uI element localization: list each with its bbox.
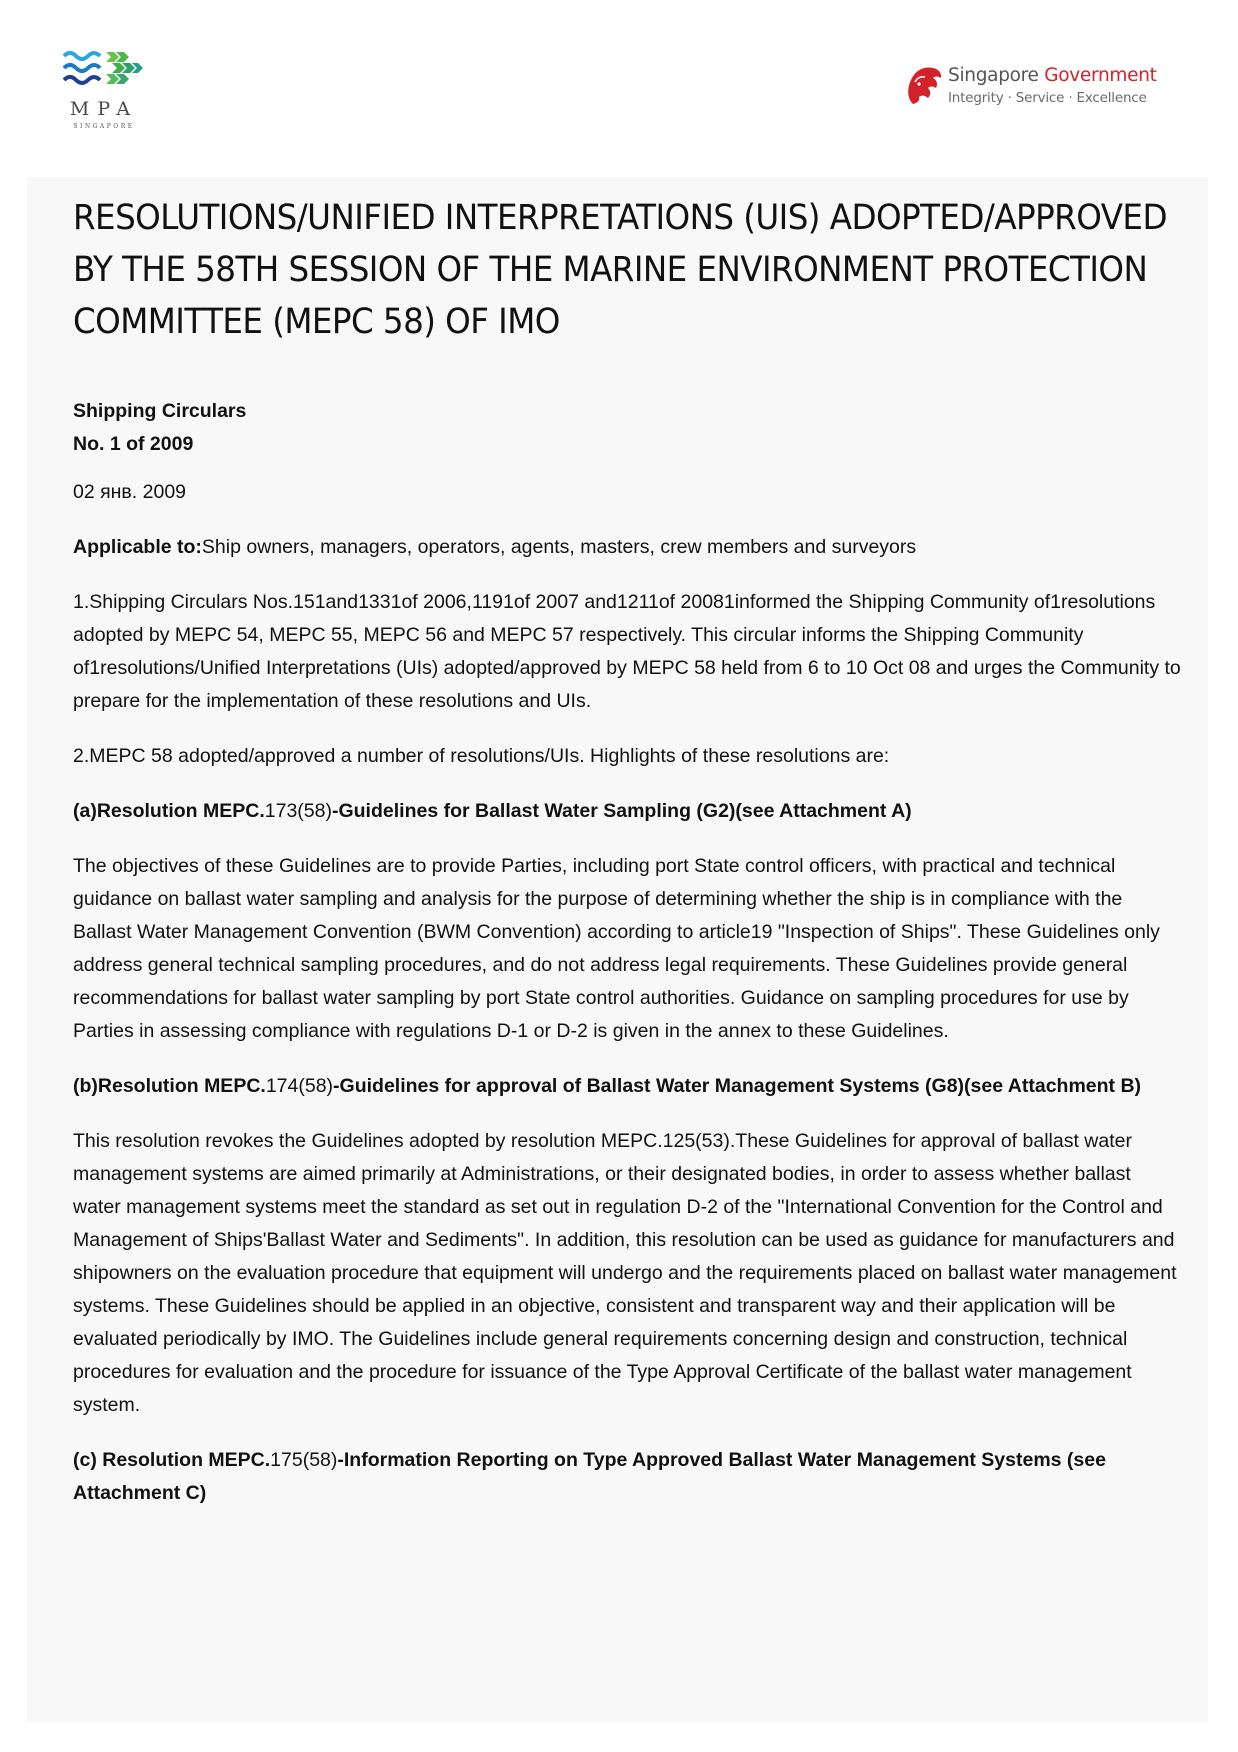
singapore-government-logo[interactable]: [905, 62, 1195, 114]
sg-logo-title-singapore: Singapore: [948, 65, 1039, 86]
section-a-heading: [73, 795, 1183, 828]
mpa-logo[interactable]: [62, 48, 152, 133]
section-b-heading-number: 174(58): [265, 1075, 334, 1097]
mpa-logo-text: MPA: [69, 98, 139, 120]
mpa-logo-subtitle: SINGAPORE: [73, 123, 135, 130]
applicable-to-value: Ship owners, managers, operators, agents, masters, crew members and surveyors: [201, 536, 917, 558]
section-a-body: The objectives of these Guidelines are to provide Parties, including port State control officers, with practical and technical guidance on ballast water sampling and analysis for the purpose of determining whether the ship is in compliance with the Ballast Water Management Convention (BWM Convention) according to article19 "Inspection of Ships". These Guidelines only address general technical sampling procedures, and do not address legal requirements. These Guidelines provide general recommendations for ballast water sampling by port State control authorities. Guidance on sampling procedures for use by Parties in assessing compliance with regulations D-1 or D-2 is given in the annex to these Guidelines.: [73, 855, 1160, 1042]
article-card: [27, 177, 1208, 1722]
paragraph-2: 2.MEPC 58 adopted/approved a number of resolutions/UIs. Highlights of these resolutions are:: [73, 745, 890, 767]
sg-logo-tagline: Integrity · Service · Excellence: [948, 90, 1147, 106]
section-c-heading-prefix: (c) Resolution MEPC.: [73, 1449, 271, 1471]
section-c-heading-suffix: -Information Reporting on Type Approved Ballast Water Management Systems (see Attachment C): [73, 1449, 1106, 1504]
applicable-to-label: Applicable to:: [73, 536, 202, 558]
section-b-heading-suffix: -Guidelines for approval of Ballast Water Management Systems (G8)(see Attachment B): [333, 1075, 1142, 1097]
section-a-heading-number: 173(58): [264, 800, 332, 822]
section-b-heading: [73, 1070, 1183, 1103]
mpa-waves-icon: [62, 48, 152, 98]
circular-meta: [73, 395, 1183, 461]
sg-logo-title: [948, 65, 1157, 86]
article-content: [73, 192, 1183, 1510]
section-c-heading: [73, 1444, 1183, 1510]
section-b-body: This resolution revokes the Guidelines adopted by resolution MEPC.125(53).These Guidelines for approval of ballast water management systems are aimed primarily at Administrations, or their designated bodies, in order to assess whether ballast water management systems meet the standard as set out in regulation D-2 of the "International Convention for the Control and Management of Ships'Ballast Water and Sediments". In addition, this resolution can be used as guidance for manufacturers and shipowners on the evaluation procedure that equipment will undergo and the requirements placed on ballast water management systems. These Guidelines should be applied in an objective, consistent and transparent way and their application will be evaluated periodically by IMO. The Guidelines include general requirements concerning design and construction, technical procedures for evaluation and the procedure for issuance of the Type Approval Certificate of the ballast water management system.: [73, 1130, 1177, 1416]
merlion-lion-icon: [905, 64, 943, 108]
paragraph-1: 1.Shipping Circulars Nos.151and1331of 2006,1191of 2007 and1211of 20081informed the Shipping Community of1resolutions adopted by MEPC 54, MEPC 55, MEPC 56 and MEPC 57 respectively. This circular informs the Shipping Community of1resolutions/Unified Interpretations (UIs) adopted/approved by MEPC 58 held from 6 to 10 Oct 08 and urges the Community to prepare for the implementation of these resolutions and UIs.: [73, 591, 1181, 712]
section-b-heading-prefix: (b)Resolution MEPC.: [73, 1075, 266, 1097]
section-a-heading-prefix: (a)Resolution MEPC.: [73, 800, 265, 822]
page-header: [0, 0, 1238, 177]
applicable-to: [73, 531, 1183, 564]
section-a-heading-suffix: -Guidelines for Ballast Water Sampling (G2)(see Attachment A): [331, 800, 912, 822]
sg-logo-title-government: Government: [1044, 65, 1157, 86]
circular-category: Shipping Circulars: [73, 400, 247, 422]
circular-number: No. 1 of 2009: [73, 433, 194, 455]
circular-date: 02 янв. 2009: [73, 481, 187, 503]
section-c-heading-number: 175(58): [270, 1449, 338, 1471]
page-title: RESOLUTIONS/UNIFIED INTERPRETATIONS (UIS) ADOPTED/APPROVED BY THE 58TH SESSION OF THE MARINE ENVIRONMENT PROTECTION COMMITTEE (MEPC 58) OF IMO: [73, 198, 1167, 342]
